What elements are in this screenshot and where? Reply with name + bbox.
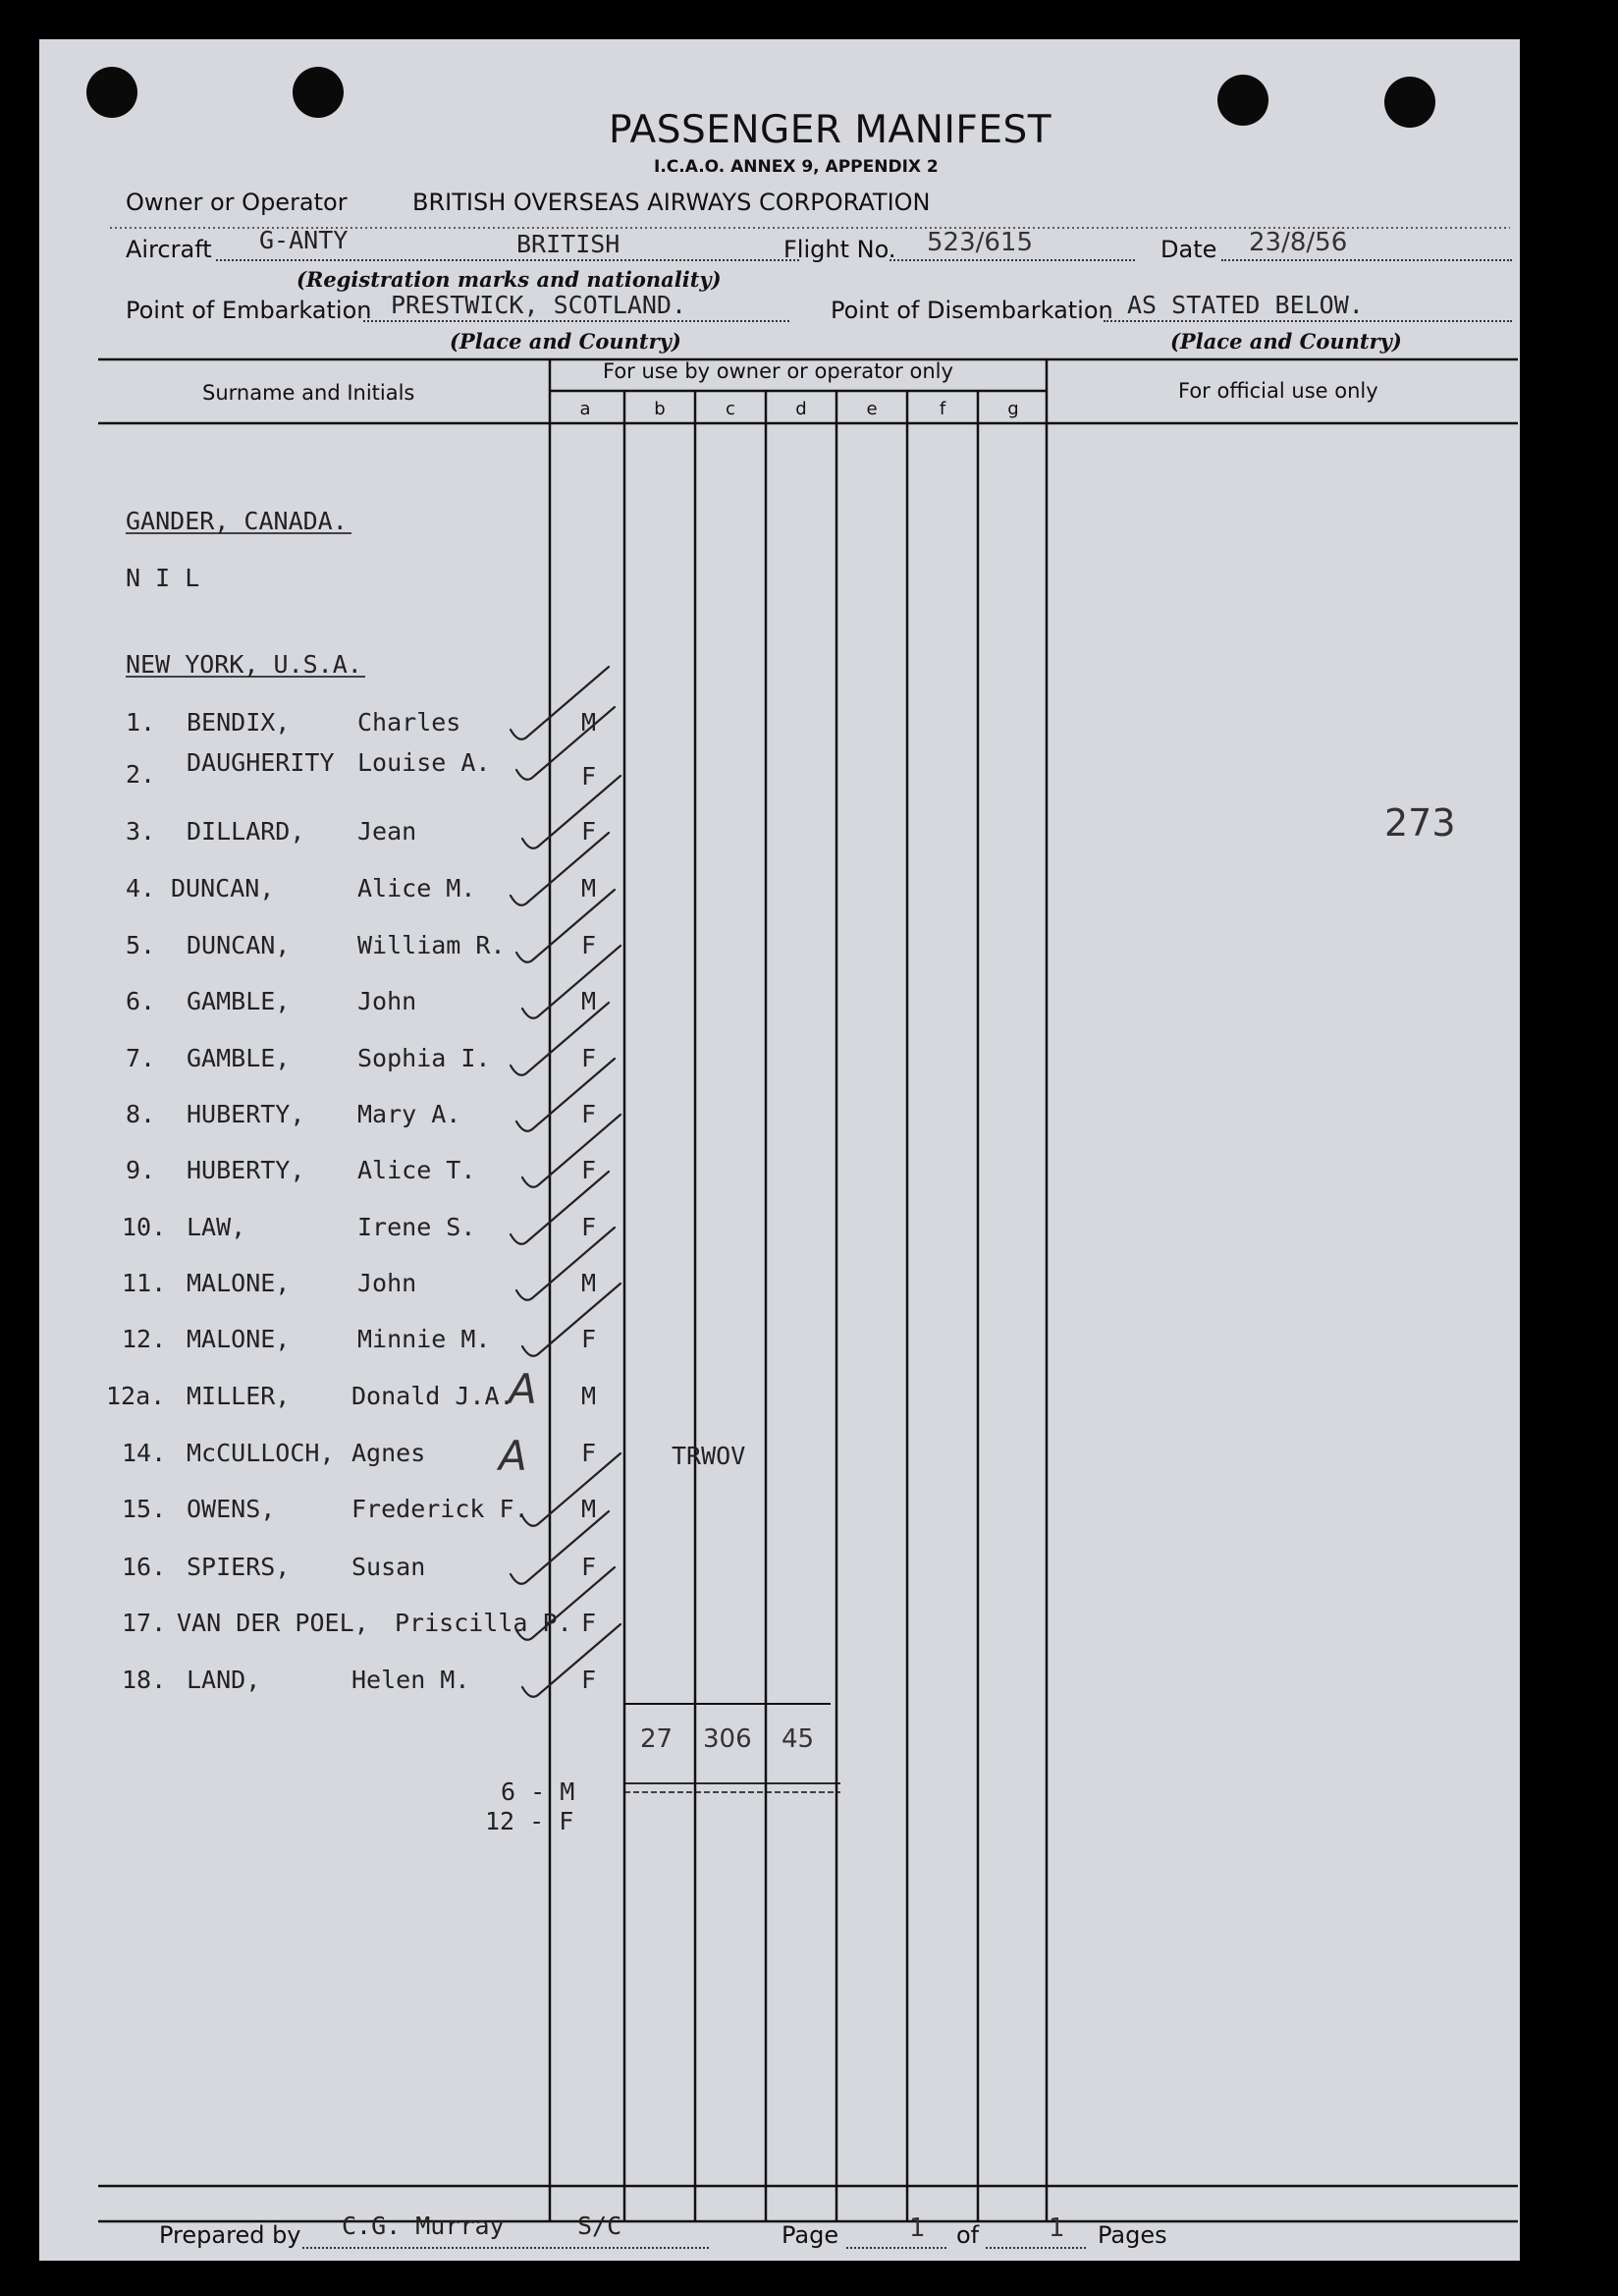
tally-female-count: 12 - F <box>485 1807 574 1835</box>
disembarkation-note: (Place and Country) <box>1170 329 1402 354</box>
passenger-number: 17. <box>122 1609 167 1637</box>
passenger-number: 12. <box>122 1325 167 1353</box>
passenger-surname: LAW, <box>187 1213 246 1241</box>
flight-dots <box>890 259 1135 261</box>
passenger-sex: F <box>581 817 597 846</box>
passenger-given-name: Donald J.A. <box>351 1382 514 1410</box>
of-value: 1 <box>1049 2214 1065 2243</box>
column-header-g: g <box>1007 399 1019 419</box>
passenger-sex: M <box>581 1495 597 1523</box>
manifest-sheet <box>39 39 1520 2261</box>
section-newyork: NEW YORK, U.S.A. <box>126 650 362 679</box>
passenger-sex: M <box>581 708 597 737</box>
flight-value: 523/615 <box>927 228 1034 257</box>
document-subtitle: I.C.A.O. ANNEX 9, APPENDIX 2 <box>654 157 939 177</box>
passenger-given-name: Sophia I. <box>357 1044 491 1072</box>
passenger-number: 1. <box>126 708 156 737</box>
passenger-number: 9. <box>126 1156 156 1184</box>
total-c: 306 <box>703 1724 752 1754</box>
total-b: 27 <box>640 1724 674 1754</box>
passenger-given-name: William R. <box>357 931 506 959</box>
passenger-sex: F <box>581 1325 597 1353</box>
column-header-d: d <box>795 399 807 419</box>
passenger-surname: BENDIX, <box>187 708 291 737</box>
aircraft-registration: G-ANTY <box>259 226 349 254</box>
passenger-surname: McCULLOCH, <box>187 1439 335 1467</box>
passenger-number: 16. <box>122 1553 167 1581</box>
passenger-surname: SPIERS, <box>187 1553 291 1581</box>
flight-label: Flight No. <box>783 236 896 263</box>
passenger-sex: M <box>581 1382 597 1410</box>
passenger-given-name: Alice T. <box>357 1156 476 1184</box>
passenger-surname: DILLARD, <box>187 817 305 846</box>
embarkation-dots <box>363 320 789 322</box>
aircraft-nationality: BRITISH <box>516 230 620 258</box>
embarkation-label: Point of Embarkation <box>126 297 372 324</box>
passenger-number: 10. <box>122 1213 167 1241</box>
embarkation-note: (Place and Country) <box>450 329 681 354</box>
owner-use-header: For use by owner or operator only <box>603 359 953 383</box>
handwritten-a-mark: A <box>509 1365 537 1413</box>
pages-label: Pages <box>1098 2221 1167 2249</box>
passenger-surname: OWENS, <box>187 1495 276 1523</box>
passenger-number: 18. <box>122 1666 167 1694</box>
tally-male-count: 6 - M <box>501 1777 575 1806</box>
passenger-surname: GAMBLE, <box>187 1044 291 1072</box>
prepared-value: C.G. Murray <box>342 2212 505 2240</box>
passenger-sex: F <box>581 1666 597 1694</box>
passenger-surname: VAN DER POEL, <box>177 1609 369 1637</box>
aircraft-label: Aircraft <box>126 236 212 263</box>
official-number: 273 <box>1384 801 1456 845</box>
passenger-given-name: Irene S. <box>357 1213 476 1241</box>
embarkation-value: PRESTWICK, SCOTLAND. <box>391 291 687 319</box>
passenger-surname: MALONE, <box>187 1269 291 1297</box>
passenger-number: 8. <box>126 1100 156 1128</box>
passenger-number: 4. <box>126 874 156 902</box>
passenger-number: 12a. <box>106 1382 166 1410</box>
passenger-sex: F <box>581 1439 597 1467</box>
passenger-surname: DAUGHERITY <box>187 748 335 777</box>
passenger-sex: F <box>581 762 597 791</box>
prepared-label: Prepared by <box>159 2221 301 2249</box>
check-mark-icon <box>522 776 620 848</box>
passenger-sex: M <box>581 874 597 902</box>
passenger-surname: GAMBLE, <box>187 987 291 1015</box>
page-value: 1 <box>909 2214 926 2243</box>
passenger-given-name: Helen M. <box>351 1666 470 1694</box>
passenger-surname: MILLER, <box>187 1382 291 1410</box>
of-dots <box>986 2247 1086 2249</box>
passenger-number: 14. <box>122 1439 167 1467</box>
page-label: Page <box>782 2221 839 2249</box>
passenger-surname: DUNCAN, <box>187 931 291 959</box>
handwritten-a-mark: A <box>499 1432 527 1480</box>
disembarkation-label: Point of Disembarkation <box>831 297 1113 324</box>
passenger-number: 2. <box>126 760 156 789</box>
passenger-given-name: Priscilla P. <box>395 1609 572 1637</box>
passenger-given-name: Louise A. <box>357 748 491 777</box>
date-value: 23/8/56 <box>1249 228 1348 257</box>
passenger-number: 7. <box>126 1044 156 1072</box>
passenger-number: 3. <box>126 817 156 846</box>
of-label: of <box>956 2221 980 2249</box>
passenger-sex: F <box>581 1156 597 1184</box>
section-gander: GANDER, CANADA. <box>126 507 348 535</box>
passenger-surname: HUBERTY, <box>187 1156 305 1184</box>
passenger-number: 5. <box>126 931 156 959</box>
passenger-given-name: Charles <box>357 708 461 737</box>
passenger-given-name: Mary A. <box>357 1100 461 1128</box>
passenger-surname: MALONE, <box>187 1325 291 1353</box>
passenger-given-name: Minnie M. <box>357 1325 491 1353</box>
passenger-sex: M <box>581 987 597 1015</box>
passenger-given-name: Frederick F. <box>351 1495 529 1523</box>
passenger-sex: F <box>581 1609 597 1637</box>
page-dots <box>846 2247 946 2249</box>
passenger-surname: DUNCAN, <box>171 874 275 902</box>
passenger-sex: F <box>581 1213 597 1241</box>
passenger-sex: M <box>581 1269 597 1297</box>
disembarkation-dots <box>1104 320 1512 322</box>
passenger-given-name: John <box>357 1269 417 1297</box>
owner-value: BRITISH OVERSEAS AIRWAYS CORPORATION <box>412 189 931 216</box>
section-nil: N I L <box>126 564 200 592</box>
passenger-given-name: Jean <box>357 817 417 846</box>
surname-column-header: Surname and Initials <box>202 381 415 405</box>
aircraft-note: (Registration marks and nationality) <box>297 267 722 292</box>
aircraft-dots <box>216 259 799 261</box>
prepared-dots <box>302 2247 709 2249</box>
column-header-f: f <box>939 399 946 419</box>
passenger-given-name: Agnes <box>351 1439 426 1467</box>
passenger-number: 11. <box>122 1269 167 1297</box>
date-label: Date <box>1160 236 1217 263</box>
passenger-sex: F <box>581 1044 597 1072</box>
disembarkation-value: AS STATED BELOW. <box>1127 291 1364 319</box>
trwov-annotation: TRWOV <box>672 1442 746 1470</box>
passenger-given-name: John <box>357 987 417 1015</box>
passenger-sex: F <box>581 1100 597 1128</box>
column-header-b: b <box>654 399 666 419</box>
passenger-sex: F <box>581 1553 597 1581</box>
prepared-suffix: S/C <box>577 2212 622 2240</box>
passenger-surname: LAND, <box>187 1666 261 1694</box>
date-dots <box>1221 259 1512 261</box>
owner-label: Owner or Operator <box>126 189 348 216</box>
passenger-surname: HUBERTY, <box>187 1100 305 1128</box>
column-header-c: c <box>726 399 735 419</box>
column-header-a: a <box>579 399 591 419</box>
passenger-given-name: Alice M. <box>357 874 476 902</box>
official-use-header: For official use only <box>1178 379 1378 403</box>
passenger-number: 6. <box>126 987 156 1015</box>
passenger-sex: F <box>581 931 597 959</box>
total-d: 45 <box>782 1724 815 1754</box>
passenger-number: 15. <box>122 1495 167 1523</box>
passenger-given-name: Susan <box>351 1553 426 1581</box>
column-header-e: e <box>866 399 878 419</box>
check-mark-icon <box>516 707 615 780</box>
document-title: PASSENGER MANIFEST <box>609 108 1052 152</box>
